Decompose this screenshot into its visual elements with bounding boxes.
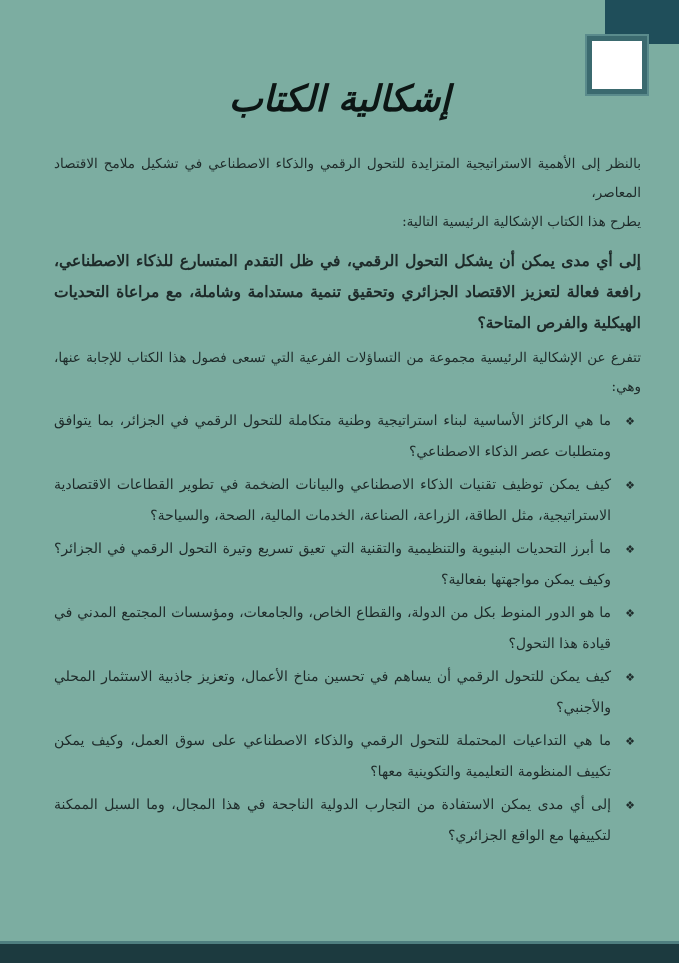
- question-text: ما أبرز التحديات البنيوية والتنظيمية والتقنية التي تعيق تسريع وتيرة التحول الرقمي في الجزائر؟ وكيف يمكن مواجهتها بفعالية؟: [54, 541, 611, 588]
- list-item: [54, 470, 641, 532]
- bullet-icon: ❖: [625, 607, 635, 620]
- question-text: كيف يمكن توظيف تقنيات الذكاء الاصطناعي والبيانات الضخمة في تطوير القطاعات الاقتصادية الاستراتيجية، مثل الطاقة، الزراعة، الصناعة، الخدمات المالية، الصحة، والسياحة؟: [54, 477, 611, 524]
- list-item: [54, 726, 641, 788]
- intro-paragraph: [54, 150, 641, 237]
- page-content: [54, 150, 641, 854]
- question-text: ما هي الركائز الأساسية لبناء استراتيجية وطنية متكاملة للتحول الرقمي في الجزائر، بما يتوافق ومتطلبات عصر الذكاء الاصطناعي؟: [54, 413, 611, 460]
- list-item: [54, 662, 641, 724]
- bullet-icon: ❖: [625, 543, 635, 556]
- bullet-icon: ❖: [625, 799, 635, 812]
- sub-questions-list: [54, 406, 641, 852]
- bullet-icon: ❖: [625, 671, 635, 684]
- list-item: [54, 534, 641, 596]
- list-item: [54, 598, 641, 660]
- intro-line-1: بالنظر إلى الأهمية الاستراتيجية المتزايدة للتحول الرقمي والذكاء الاصطناعي في تشكيل ملامح الاقتصاد المعاصر،: [54, 156, 641, 201]
- sub-questions-intro: تتفرع عن الإشكالية الرئيسية مجموعة من التساؤلات الفرعية التي تسعى فصول هذا الكتاب للإجابة عنها، وهي:: [54, 350, 641, 395]
- bullet-icon: ❖: [625, 479, 635, 492]
- bullet-icon: ❖: [625, 415, 635, 428]
- question-text: إلى أي مدى يمكن الاستفادة من التجارب الدولية الناجحة في هذا المجال، وما السبل الممكنة لتكييفها مع الواقع الجزائري؟: [54, 797, 611, 844]
- list-item: [54, 406, 641, 468]
- question-text: ما هي التداعيات المحتملة للتحول الرقمي والذكاء الاصطناعي على سوق العمل، وكيف يمكن تكييف المنظومة التعليمية والتكوينية معها؟: [54, 733, 611, 780]
- bullet-icon: ❖: [625, 735, 635, 748]
- main-question: إلى أي مدى يمكن أن يشكل التحول الرقمي، في ظل التقدم المتسارع للذكاء الاصطناعي، رافعة فعالة لتعزيز الاقتصاد الجزائري وتحقيق تنمية مستدامة وشاملة، مع مراعاة التحديات الهيكلية والفرص المتاحة؟: [54, 251, 641, 332]
- question-text: ما هو الدور المنوط بكل من الدولة، والقطاع الخاص، والجامعات، ومؤسسات المجتمع المدني في قيادة هذا التحول؟: [54, 605, 611, 652]
- page-title: إشكالية الكتاب: [228, 78, 451, 120]
- question-text: كيف يمكن للتحول الرقمي أن يساهم في تحسين مناخ الأعمال، وتعزيز جاذبية الاستثمار المحلي والأجنبي؟: [54, 669, 611, 716]
- intro-line-2: يطرح هذا الكتاب الإشكالية الرئيسية التالية:: [402, 214, 641, 230]
- list-item: [54, 790, 641, 852]
